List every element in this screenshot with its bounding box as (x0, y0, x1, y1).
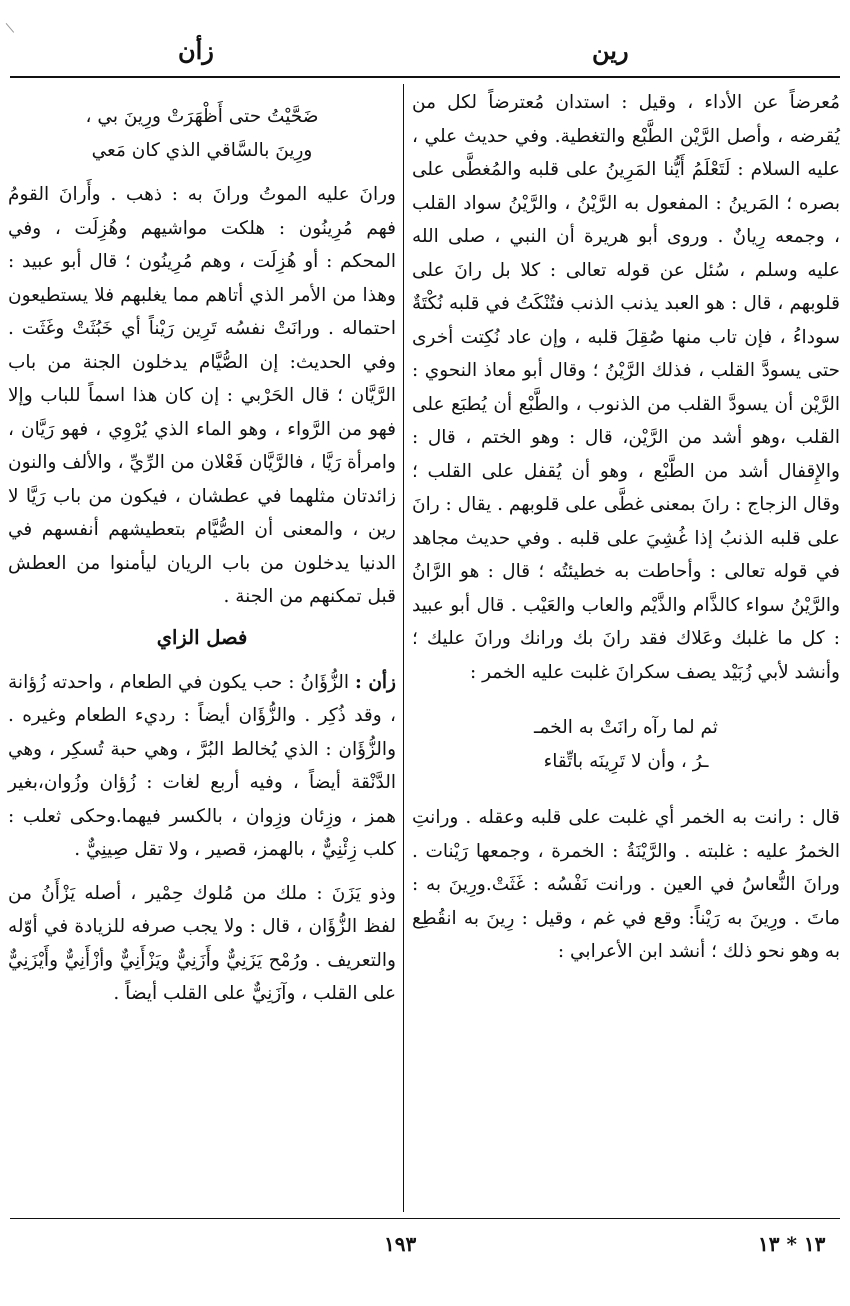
right-poem-line-1: ثم لما رآه رانَتْ به الخمـ (534, 717, 718, 738)
left-paragraph-1: ورانَ عليه الموتُ ورانَ به : ذهب . وأَرانَ القومُ فهم مُرِينُون : هلكت مواشيهم وهُزِلَت ، وفي المحكم : أو هُزِلَت ، وهم مُرِينُون ؛ قال أبو عبيد : وهذا من الأمر الذي أتاهم مما يغلبهم فلا يستطيعون احتماله . ورانَتْ نفسُه تَرِين رَيْناً أي خَبُثَتْ وغَثَت . وفي الحديث: إن الصُّيَّام يدخلون الجنة من باب الرَّيَّان ؛ قال الحَرْبي : إن كان هذا اسماً للباب وإلا فهو من الرَّواء ، وهو الماء الذي يُرْوِي ، فهو رَيَّان ، وامرأة رَيَّا ، فالرَّيَّان فَعْلان من الرِّيِّ ، والألف والنون زائدتان مثلهما في عطشان ، فيكون من باب رَيَّا لا رين ، والمعنى أن الصُّيَّام بتعطيشهم أنفسهم في الدنيا يدخلون من باب الريان ليأمنوا من العطش قبل تمكنهم من الجنة . (7, 184, 396, 607)
running-head-left: زأن (178, 36, 214, 65)
column-divider (403, 84, 404, 1212)
left-poem-line-1: ضَحَّيْتُ حتى أَظْهَرَتْ ورِينَ بي ، (85, 106, 319, 127)
footer-rule (10, 1218, 840, 1219)
section-title: فصل الزاي (156, 625, 248, 649)
entry-yazan (8, 877, 396, 1011)
left-column (8, 100, 396, 1011)
header-rule (10, 76, 840, 78)
entry-text: وذو يَزَنَ : ملك من مُلوك حِمْير ، أصله يَزْأَنُ من لفظ الزُّؤَان ، قال : ولا يجب صرفه للزيادة في أوّله والتعريف . ورُمْح يَزَنِيٌّ وأَزَنِيٌّ ويَزْأَنِيٌّ وأزْأَنِيٌّ وأَيْزَنِيٌّ على القلب ، وآزَنِيٌّ على القلب أيضاً . (8, 882, 396, 1004)
right-paragraph-1: مُعرضاً عن الأداء ، وقيل : استدان مُعترضاً لكل من يُقرضه ، وأصل الرَّيْن الطَّبْع والتغطية. وفي حديث علي ، عليه السلام : لَتَعْلَمُ أَيُّنا المَرِينُ على قلبه والمُغطَّى على بصره ؛ المَرينُ : المفعول به الرَّيْنُ ، والرَّيْنُ سواد القلب ، وجمعه رِيانٌ . وروى أبو هريرة أن النبي ، صلى الله عليه وسلم ، سُئل عن قوله تعالى : كلا بل رانَ على قلوبهم ، قال : هو العبد يذنب الذنب فتُنْكَتُ في قلبه نُكْتَةٌ سوداءُ ، فإن تاب منها صُقِلَ قلبه ، وإن عاد نُكِتت أخرى حتى يسودَّ القلب ، فذلك الرَّيْنُ ؛ وقال أبو معاذ النحوي : الرَّيْن أن يسودَّ القلب من الذنوب ، والطَّبْع أن يُطبَع على القلب ،وهو أشد من الرَّيْن، قال : وهو الختم ، قال : والإِقفال أشد من الطَّبْع ، وهو أن يُقفل على القلب ؛ وقال الزجاج : رانَ بمعنى غطَّى على قلوبهم . يقال : رانَ على قلبه الذنبُ إذا غُشِيَ على قلبه . وفي حديث مجاهد في قوله تعالى : وأحاطت به خطيئتُه ؛ قال : هو الرَّانُ والرَّيْنُ سواء كالذَّام والذَّيْم والعاب والعَيْب . قال أبو عبيد : كل ما غلبك وعَلاك فقد رانَ بك ورانك ورانَ عليك ؛ وأنشد لأبي زُبَيْد يصف سكرانَ غلبت عليه الخمر : (412, 92, 840, 683)
entry-zan (8, 666, 396, 867)
entry-text: الزُّؤَانُ : حب يكون في الطعام ، واحدته زُؤانة ، وقد ذُكِر . والزُّؤَان أيضاً : رديء الطعام وغيره . والزُّؤَان : الذي يُخالط البُرَّ ، وهي حبة تُسكِر ، وهي الدَّنْقة أيضاً ، وفيه أربع لغات : زُؤان وزُوان،بغير همز ، وزِئان وزِوان ، بالكسر فيهما.وحكى ثعلب : كلب زِئْنِيٌّ ، بالهمز، قصير ، ولا تقل صِينِيٌّ . (8, 671, 396, 860)
running-head-right: رين (592, 36, 629, 65)
right-paragraph-2: قال : رانت به الخمر أي غلبت على قلبه وعقله . ورانتِ الخمرُ عليه : غلبته . والرَّيْنَةُ : الخمرة ، وجمعها رَيْنات . ورانَ النُّعاسُ في العين . ورانت نَفْسُه : غَثَتْ.ورِينَ به : ماتَ . ورِينَ به رَيْناً: وقع في غم ، وقيل : رِينَ به انقُطِع به وهو نحو ذلك ؛ أنشد ابن الأعرابي : (412, 807, 840, 962)
corner-mark (6, 15, 24, 33)
signature-mark: ١٣ * ١٣ (758, 1232, 826, 1256)
page-number: ١٩٣ (384, 1232, 417, 1256)
right-poem-line-2: ـرُ ، وأن لا تَرِينَه باتِّقاء (543, 751, 709, 772)
left-poem-line-2: ورِينَ بالسَّاقي الذي كان مَعي (91, 140, 313, 161)
entry-headword: زأن : (355, 671, 396, 693)
right-column (412, 86, 840, 969)
